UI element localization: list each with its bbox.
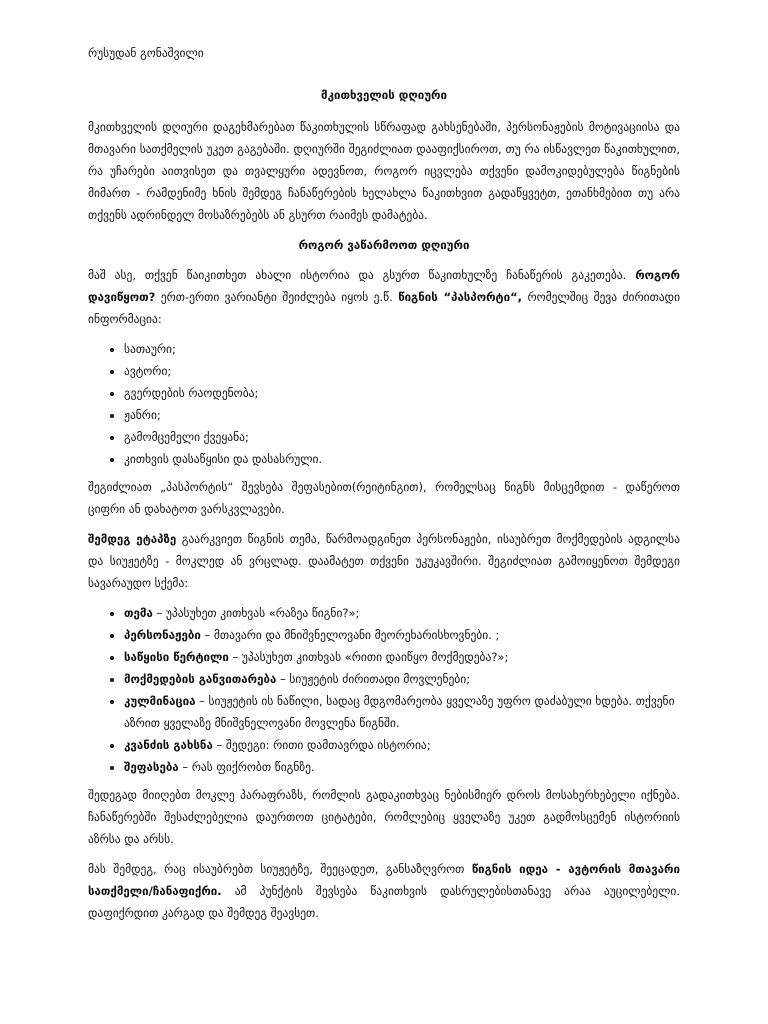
- list-item: [124, 668, 680, 690]
- author-name: რუსუდან გონაშვილი: [88, 46, 204, 60]
- list-desc: – სიუჟეტის ძირითადი მოვლენები;: [280, 672, 471, 686]
- list-term: თემა: [124, 606, 153, 620]
- p1-text-b: ერთ-ერთი ვარიანტი შეიძლება იყოს ე.წ.: [160, 290, 393, 304]
- section-heading: როგორ ვაწარმოოთ დღიური: [298, 238, 470, 252]
- list-term: საწყისი წერტილი: [124, 650, 229, 664]
- list-item: • ავტორი;: [124, 360, 680, 382]
- passport-list: [88, 338, 680, 470]
- list-item: • ჟანრი;: [124, 404, 680, 426]
- list-desc: – უპასუხეთ კითხვას «რაზეა წიგნი?»;: [156, 606, 360, 620]
- list-item: • გვერდების რაოდენობა;: [124, 382, 680, 404]
- list-item: [124, 690, 680, 734]
- paragraph-result: შედეგად მიიღებთ მოკლე პარაფრაზს, რომლის გადაკითხვაც ნებისმიერ დროს მოსახერხებელი იქნება. ჩანაწერებში შესაძლებელია დაურთოთ ციტატები, რომლებიც ყველაზე უკეთ გადმოსცემენ ისტორიის აზრსა და არსს.: [88, 788, 680, 846]
- list-item: • გამომცემელი ქვეყანა;: [124, 426, 680, 448]
- p1-text-a: მაშ ასე, თქვენ წაიკითხეთ ახალი ისტორია და გსურთ წაკითხულზე ჩანაწერის გაკეთება.: [88, 268, 627, 282]
- scheme-list: [88, 602, 680, 778]
- p1-text-c: რომელშიც შევა ძირითადი ინფორმაცია:: [88, 290, 681, 326]
- list-desc: – სიუჟეტის ის ნაწილი, სადაც მდგომარეობა ყველაზე უფრო დაძაბული ხდება. თქვენი აზრით ყველაზე მნიშვნელოვანი მოვლენა წიგნში.: [124, 694, 675, 730]
- list-desc: – უპასუხეთ კითხვას «რითი დაიწყო მოქმედება?»;: [232, 650, 509, 664]
- p3-text: გაარკვიეთ წიგნის თემა, წარმოადგინეთ პერსონაჟები, ისაუბრეთ მოქმედების ადგილსა და სიუჟეტზე - მოკლედ ან ვრცლად. დაამატეთ თქვენი უკუკავშირი. შეგიძლიათ გამოიყენოთ შემდეგი სავარაუდო სქემა:: [88, 532, 681, 590]
- list-term: პერსონაჟები: [124, 628, 201, 642]
- paragraph-idea: [88, 858, 680, 924]
- list-term: კვანძის გახსნა: [124, 738, 213, 752]
- document-title: მკითხველის დღიური: [321, 88, 447, 102]
- list-item: • კითხვის დასაწყისი და დასასრული.: [124, 448, 680, 470]
- list-item: [124, 646, 680, 668]
- p5-text-a: მას შემდეგ, რაც ისაუბრებთ სიუჟეტზე, შეეცადეთ, განსაზღვროთ: [88, 862, 465, 876]
- p5-bold: წიგნის იდეა - ავტორის მთავარი სათქმელი/ჩანაფიქრი.: [88, 862, 680, 898]
- p3-bold: შემდეგ ეტაპზე: [88, 532, 177, 546]
- list-desc: – შედეგი: რითი დამთავრდა ისტორია;: [216, 738, 431, 752]
- intro-paragraph: მკითხველის დღიური დაგეხმარებათ წაკითხულის სწრაფად გახსენებაში, პერსონაჟების მოტივაციისა და მთავარი სათქმელის უკეთ გაგებაში. დღიურში შეგიძლიათ დააფიქსიროთ, თუ რა ისწავლეთ წაკითხულით, რა უჩარები აითვისეთ და თვალყური ადევნოთ, როგორ იცვლება თქვენი დამოკიდებულება წიგნების მიმართ - რამდენიმე ხნის შემდეგ ჩანაწერების ხელახლა წაკითხვით გადაწყვეტთ, ეთანხმებით თუ არა თქვენს ადრინდელ მოსაზრებებს ან გსურთ რაიმეს დამატება.: [88, 120, 680, 222]
- list-desc: – რას ფიქრობთ წიგნზე.: [182, 760, 315, 774]
- paragraph-how-to-start: [88, 264, 680, 330]
- list-term: შეფასება: [124, 760, 179, 774]
- list-term: კულმინაცია: [124, 694, 196, 708]
- p1-bold-passport: წიგნის “პასპორტი“,: [398, 290, 523, 304]
- list-item: • სათაური;: [124, 338, 680, 360]
- list-item: [124, 734, 680, 756]
- p5-text-b: ამ პუნქტის შევსება წაკითხვის დასრულებისთანავე არაა აუცილებელი. დაფიქრდით კარგად და შემდეგ შეავსეთ.: [88, 884, 680, 920]
- list-item: [124, 624, 680, 646]
- list-item: [124, 756, 680, 778]
- paragraph-next-stage: [88, 528, 680, 594]
- paragraph-rating: შეგიძლიათ „პასპორტის“ შევსება შეფასებით(რეიტინგით), რომელსაც წიგნს მისცემდით - დაწეროთ ციფრი ან დახატოთ ვარსკვლავები.: [88, 480, 680, 516]
- list-desc: – მთავარი და მნიშვნელოვანი მეორეხარისხოვნები. ;: [204, 628, 500, 642]
- list-item: [124, 602, 680, 624]
- p1-bold-question: როგორ დავიწყოთ?: [88, 268, 681, 304]
- list-term: მოქმედების განვითარება: [124, 672, 277, 686]
